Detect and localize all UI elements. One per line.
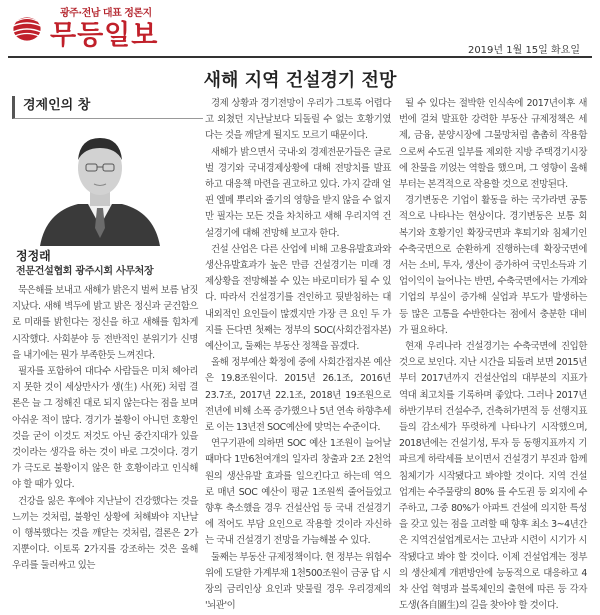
- paragraph: 될 수 있다는 절박한 인식속에 2017년이후 새 번에 걸쳐 발표한 강력한 부동산 규제정책은 세제, 금융, 분양시장에 그물망처럼 촘촘히 작용함으로써 수도권 일부를 제외한 지방 주택경기시장에 찬물을 끼얹는 역할을 했으며, 그 영향이 올해부터는 본격적으로 작용할 것으로 전망된다.: [399, 98, 587, 191]
- paragraph: 묵은해를 보내고 새해가 밝은지 벌써 보름 남짓 지났다. 새해 벽두에 밝고 밝은 정신과 굳건함으로 미래를 밝힌다는 정신을 하고 새해를 힘차게 시작했다. 사회분야 등 전반적인 분위기가 신명을 내기에는 뭔가 부족한듯 느껴진다.: [12, 285, 198, 361]
- author-name: 정정래: [16, 249, 51, 263]
- paragraph: 건강을 잃은 후에야 지난날이 건강했다는 것을 느끼는 것처럼, 불황인 상황에 처해봐야 지난날이 행복했다는 것을 깨닫는 것처럼, 결론은 2가지뿐이다. 이토록 2가지를 강조하는 것은 올해 우리를 둘러싸고 있는: [12, 495, 198, 572]
- masthead-divider: [8, 56, 592, 58]
- globe-logo-icon: [12, 16, 42, 42]
- author-title: 전문건설협회 광주시회 사무처장: [16, 266, 154, 277]
- paragraph: 경제 상황과 경기전망이 우리가 그토록 어렵다고 외쳤던 지난날보다 되돌릴 수 없는 호황기였다는 것을 깨닫게 될지도 모르기 때문이다.: [205, 98, 391, 142]
- column-label: 경제인의 창: [12, 96, 203, 119]
- paragraph: 둘째는 부동산 규제정책이다. 현 정부는 위험수위에 도달한 가계부채 1천500조원이 금공 답 시장의 금리인상 요인과 맞물릴 경우 우리경제의 '뇌관'이: [205, 551, 391, 612]
- article-column-3: [399, 96, 587, 612]
- paragraph: 경기변동은 기업이 활동을 하는 국가라면 공통적으로 나타나는 현상이다. 경기변동은 보통 회복기와 호황기인 확장국면과 후퇴기와 침체기인 수축국면으로 순환하게 진행하는데 확장국면에서는 소비, 투자, 생산이 증가하여 국민소득과 기업이익이 늘어나는 반면, 수축국면에서는 가계와 기업의 부실이 증가해 실업과 부도가 발생하는 등 많은 고통을 수반한다는 점에서 충분한 대비가 필요하다.: [399, 195, 587, 336]
- paragraph: 필자를 포함하여 대다수 사람들은 미처 헤아리지 못한 것이 세상만사가 생(生) 사(死) 처럼 결론은 늘 그 정해진 대로 되지 않는다는 점을 보며 아쉬운 적이 많다. 경기가 불황이 아니던 호황인 것을 굳이 이것도 저것도 아닌 중간지대가 있을 것이라는 생각을 하는 것이 바로 그것이다. 경기가 극도로 불황이지 않은 한 호황이라고 인식해야 할 때가 있다.: [12, 366, 198, 491]
- paragraph: 연구기관에 의하면 SOC 예산 1조원이 늘어날 때마다 1만6천여개의 일자리 창출과 2조 2천억원의 생산유발 효과를 일으킨다고 하는데 역으로 매년 SOC 예산이 평균 1조원씩 줄어들었고 향후 축소했을 경우 건설산업 등 국내 건설경기에 적어도 부담 요인으로 작용할 것이라 자신하는 국내 건설경기 전망을 가늠해볼 수 있다.: [205, 438, 391, 547]
- paragraph: 건설 산업은 다른 산업에 비해 고용유발효과와 생산유발효과가 높은 만큼 건설경기는 미래 경제상황을 전망해볼 수 있는 바로미터가 될 수 있다. 따라서 건설경기를 견인하고 뒷받침하는 대내외적인 요인들이 많겠지만 가장 큰 요인 두 가지를 든다면 첫째는 정부의 SOC(사회간접자본)예산이고, 둘째는 부동산 정책을 꼽겠다.: [205, 243, 391, 353]
- paragraph: 올해 정부예산 확정에 중에 사회간접자본 예산은 19.8조원이다. 2015년 26.1조, 2016년 23.7조, 2017년 22.1조, 2018년 19조원으로 전년에 비해 소폭 증가했으나 5년 연속 하향추세로 이는 13년전 SOC예산에 맞먹는 수준이다.: [205, 357, 391, 434]
- article-headline: 새해 지역 건설경기 전망: [203, 70, 397, 91]
- article-column-2: [205, 96, 391, 612]
- masthead[interactable]: [8, 2, 208, 51]
- author-portrait: [16, 130, 184, 246]
- paragraph: 새해가 밝으면서 국내·외 경제전문가들은 글로벌 경기와 국내경제상황에 대해 전망치를 발표하고 대응책 마련을 권고하고 있다. 가지 갈래 얼핀 엘메 뿌리와 줄기의 영향을 받지 않을 수 없지만 필자는 모든 것을 차치하고 새해 우리지역 건설경기에 대해 전망해 보고자 한다.: [205, 146, 391, 239]
- masthead-tagline: 광주·전남 대표 정론지: [60, 8, 152, 19]
- article-column-1: [12, 283, 198, 572]
- issue-date: 2019년 1월 15일 화요일: [467, 45, 580, 56]
- newspaper-name: 무등일보: [50, 20, 159, 51]
- paragraph: 현재 우리나라 건설경기는 수축국면에 진입한 것으로 보인다. 지난 시간을 되돌려 보면 2015년부터 2017년까지 건설산업의 대부분의 지표가 역대 최고치를 기록하며 좋았다. 그러나 2017년 하반기부터 건설수주, 건축허가면적 등 선행지표들의 감소세가 뚜렷하게 나타나기 시작했으며, 2018년에는 건설기성, 투자 등 동행지표까지 기파르게 하락세를 보이면서 건설경기 부진과 함께 침체기가 시작됐다고 봐야할 것이다. 지역 건설업계는 수주물량의 80% 를 수도권 등 외지에 수주하고, 그중 80%가 아파트 건설에 의지한 특성을 갖고 있는 점을 고려할 때 향후 최소 3~4년간은 지역건설업계로서는 고난과 시련이 시기가 시작됐다고 봐야 할 것이다. 이제 건설업계는 정부의 생산체계 개편방안에 능동적으로 대응하고 4차 산업 혁명과 블록체인의 출현에 따른 등 각자도생(各自圖生)의 길을 찾아야 할 것이다.: [399, 341, 587, 612]
